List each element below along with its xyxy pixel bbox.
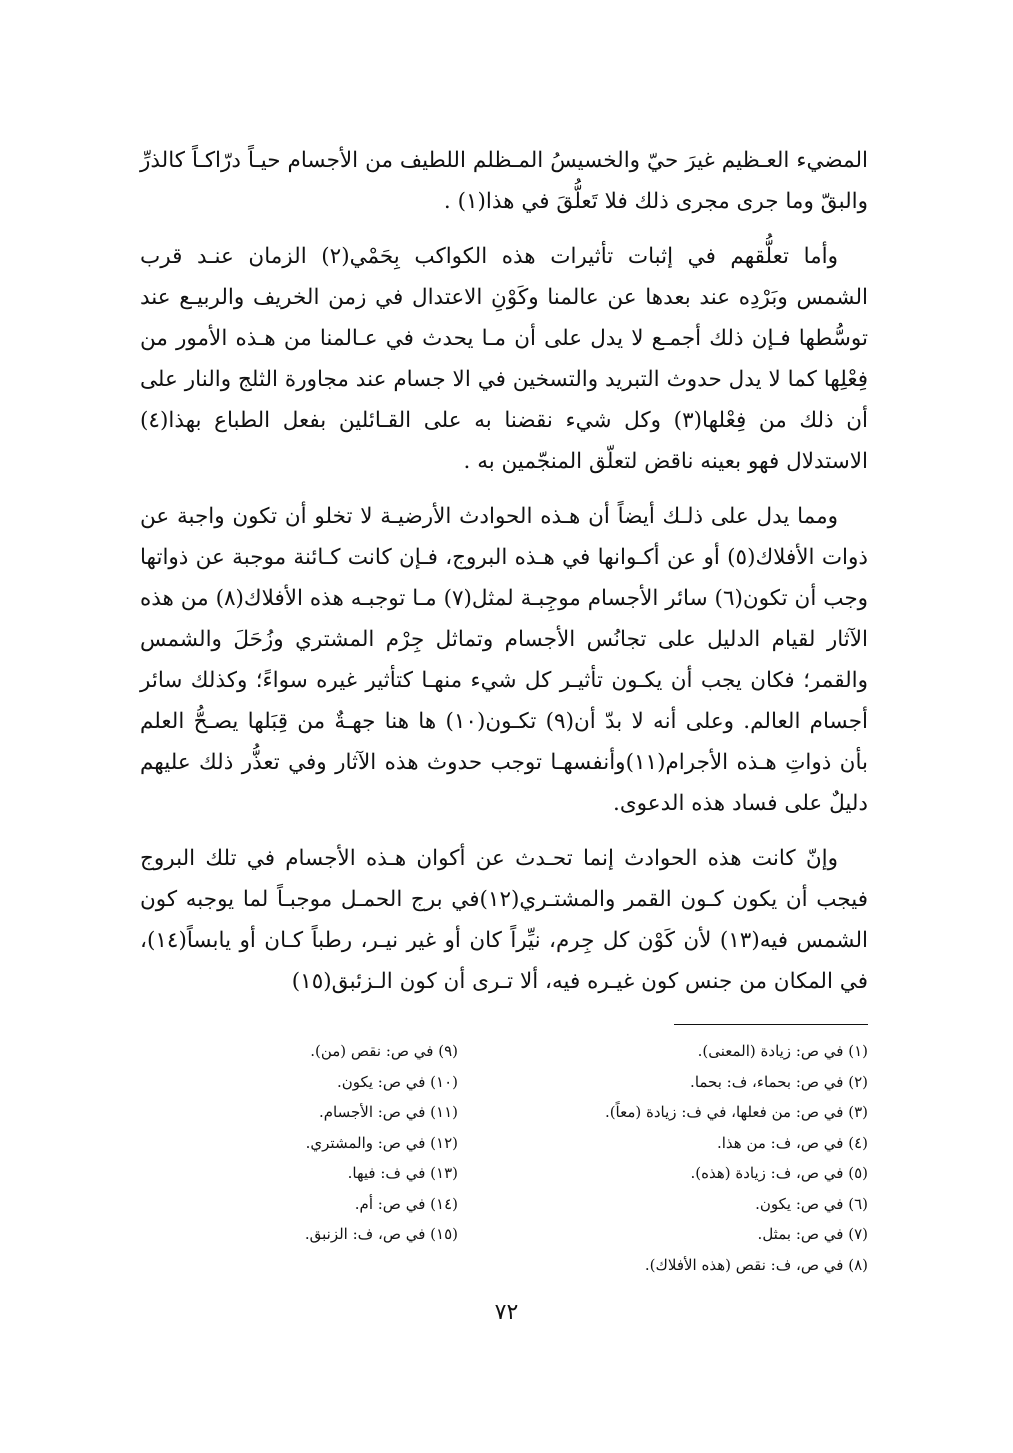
footnote-8: (٨) في ص، ف: نقص (هذه الأفلاك). <box>644 1255 868 1274</box>
main-text <box>140 140 868 1016</box>
paragraph-3: ومما يدل على ذلـك أيضاً أن هـذه الحوادث الأرضيـة لا تخلو أن تكون واجبة عن ذوات الأفلاك(٥) أو عن أكـوانها في هـذه البروج، فـإن كانت كـائنة موجبة عن ذواتها وجب أن تكون(٦) سائر الأجسام موجِبـة لمثل(٧) مـا توجبـه هذه الأفلاك(٨) من هذه الآثار لقيام الدليل على تجانُس الأجسام وتماثل جِرْم المشتري وزُحَلَ والشمس والقمر؛ فكان يجب أن يكـون تأثيـر كل شيء منهـا كتأثير غيره سواءً؛ وكذلك سائر أجسام العالم. وعلى أنه لا بدّ أن(٩) تكـون(١٠) ها هنا جهـةٌ من قِبَلها يصـحُّ العلم بأن ذواتِ هـذه الأجرام(١١)وأنفسهـا توجب حدوث هذه الآثار وفي تعذُّر ذلك عليهم دليلٌ على فساد هذه الدعوى. <box>140 504 869 816</box>
footnotes-column-right <box>488 1036 868 1280</box>
footnote-10: (١٠) في ص: يكون. <box>337 1072 458 1091</box>
page-number: ٧٢ <box>494 1300 519 1325</box>
footnote-15: (١٥) في ص، ف: الزنبق. <box>304 1225 458 1243</box>
footnotes-column-left <box>208 1036 488 1280</box>
footnotes <box>140 1036 868 1280</box>
footnote-2: (٢) في ص: بحماء، ف: بحما. <box>690 1072 868 1091</box>
paragraph-1: المضيء العـظيم غيرَ حيّ والخسيسُ المـظلم اللطيف من الأجسام حيـاً درّاكـاً كالذرِّ والبقّ وما جرى مجرى ذلك فلا تَعلُّقَ في هذا(١) . <box>140 148 868 214</box>
footnote-4: (٤) في ص، ف: من هذا. <box>716 1133 868 1152</box>
footnote-5: (٥) في ص، ف: زيادة (هذه). <box>690 1164 868 1182</box>
footnote-9: (٩) في ص: نقص (من). <box>310 1042 458 1060</box>
footnote-12: (١٢) في ص: والمشتري. <box>305 1133 458 1152</box>
footnote-1: (١) في ص: زيادة (المعنى). <box>697 1042 868 1060</box>
footnote-6: (٦) في ص: يكون. <box>755 1194 868 1213</box>
paragraph-2: وأما تعلُّقهم في إثبات تأثيرات هذه الكواكب بِحَمْي(٢) الزمان عنـد قرب الشمس وبَرْدِه عند بعدها عن عالمنا وكَوْنِ الاعتدال في زمن الخريف والربيـع عند توسُّطها فـإن ذلك أجمـع لا يدل على أن مـا يحدث في عـالمنا من هـذه الأمور من فِعْلِها كما لا يدل حدوث التبريد والتسخين في الا جسام عند مجاورة الثلج والنار على أن ذلك من فِعْلها(٣) وكل شيء نقضنا به على القـائلين بفعل الطباع بهذا(٤) الاستدلال فهو بعينه ناقض لتعلّق المنجّمين به . <box>140 244 868 474</box>
footnote-13: (١٣) في ف: فيها. <box>347 1164 458 1182</box>
footnote-3: (٣) في ص: من فعلها، في ف: زيادة (معاً). <box>604 1103 868 1121</box>
footnote-14: (١٤) في ص: أم. <box>354 1194 458 1213</box>
footnote-7: (٧) في ص: بمثل. <box>757 1225 868 1243</box>
footnote-separator <box>674 1024 868 1025</box>
paragraph-4: وإنّ كانت هذه الحوادث إنما تحـدث عن أكوان هـذه الأجسام في تلك البروج فيجب أن يكون كـون القمر والمشتـري(١٢)في برج الحمـل موجبـاً لما يوجبه كون الشمس فيه(١٣) لأن كَوْن كل جِرم، نيِّراً كان أو غير نيـر، رطباً كـان أو يابساً(١٤)، في المكان من جنس كون غيـره فيه، ألا تـرى أن كون الـزئبق(١٥) <box>140 846 868 994</box>
footnote-11: (١١) في ص: الأجسام. <box>318 1103 458 1121</box>
